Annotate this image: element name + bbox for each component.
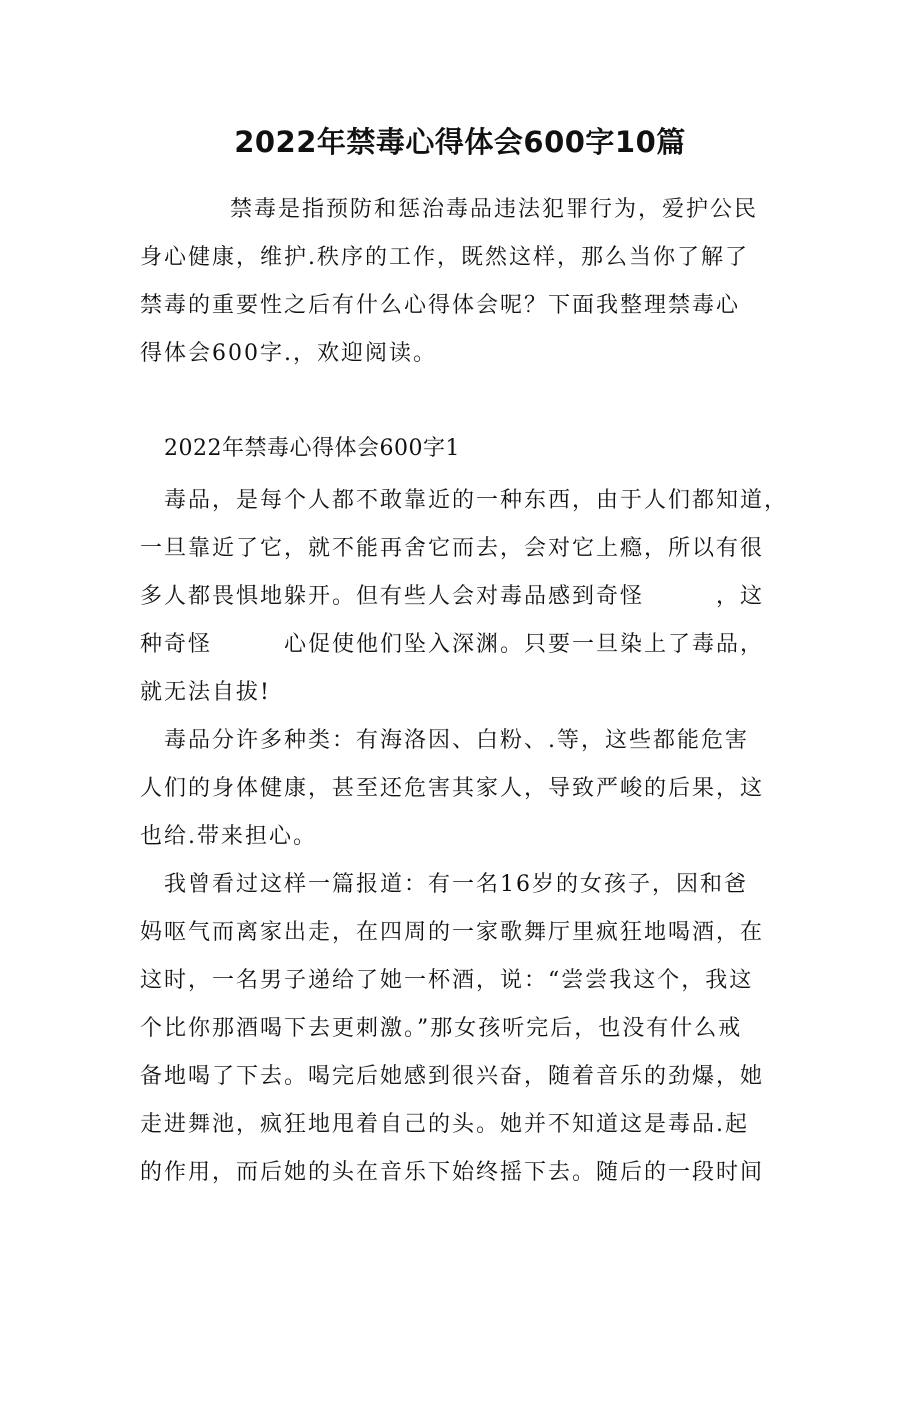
document-page: [0, 122, 920, 1424]
body-line: 妈呕气而离家出走，在四周的一家歌舞厅里疯狂地喝酒，在: [140, 920, 765, 945]
body-line: 毒品分许多种类：有海洛因、白粉、.等，这些都能危害: [164, 728, 749, 753]
intro-paragraph: [140, 186, 780, 378]
body-line: 个比你那酒喝下去更刺激。”那女孩听完后，也没有什么戒: [140, 1016, 743, 1041]
intro-line: 禁毒的重要性之后有什么心得体会呢？下面我整理禁毒心: [140, 293, 741, 318]
document-title: 2022年禁毒心得体会600字10篇: [234, 125, 686, 159]
body-line: 走进舞池，疯狂地甩着自己的头。她并不知道这是毒品.起: [140, 1112, 749, 1137]
section-body: [140, 477, 789, 1197]
body-paragraph: [140, 477, 789, 717]
body-line: 多人都畏惧地躲开。但有些人会对毒品感到奇怪 ，这: [140, 584, 765, 609]
body-line: 人们的身体健康，甚至还危害其家人，导致严峻的后果，这: [140, 776, 765, 801]
section-heading: 2022年禁毒心得体会600字1: [164, 436, 460, 461]
body-line: 的作用，而后她的头在音乐下始终摇下去。随后的一段时间: [140, 1160, 765, 1185]
body-paragraph: [140, 861, 780, 1197]
body-line: 备地喝了下去。喝完后她感到很兴奋，随着音乐的劲爆，她: [140, 1064, 765, 1089]
intro-line: 禁毒是指预防和惩治毒品违法犯罪行为，爱护公民: [230, 197, 759, 222]
intro-line: 身心健康，维护.秩序的工作，既然这样，那么当你了解了: [140, 245, 749, 270]
intro-line: 得体会600字.，欢迎阅读。: [140, 341, 437, 366]
body-line: 我曾看过这样一篇报道：有一名16岁的女孩子，因和爸: [164, 872, 748, 897]
body-line: 毒品，是每个人都不敢靠近的一种东西，由于人们都知道，: [164, 488, 789, 513]
body-line: 一旦靠近了它，就不能再舍它而去，会对它上瘾，所以有很: [140, 536, 765, 561]
body-paragraph: [140, 717, 780, 861]
body-line: 这时，一名男子递给了她一杯酒，说：“尝尝我这个，我这: [140, 968, 754, 993]
body-line: 种奇怪 心促使他们坠入深渊。只要一旦染上了毒品，: [140, 632, 765, 657]
body-line: 就无法自拔!: [140, 680, 271, 705]
body-line: 也给.带来担心。: [140, 824, 317, 849]
